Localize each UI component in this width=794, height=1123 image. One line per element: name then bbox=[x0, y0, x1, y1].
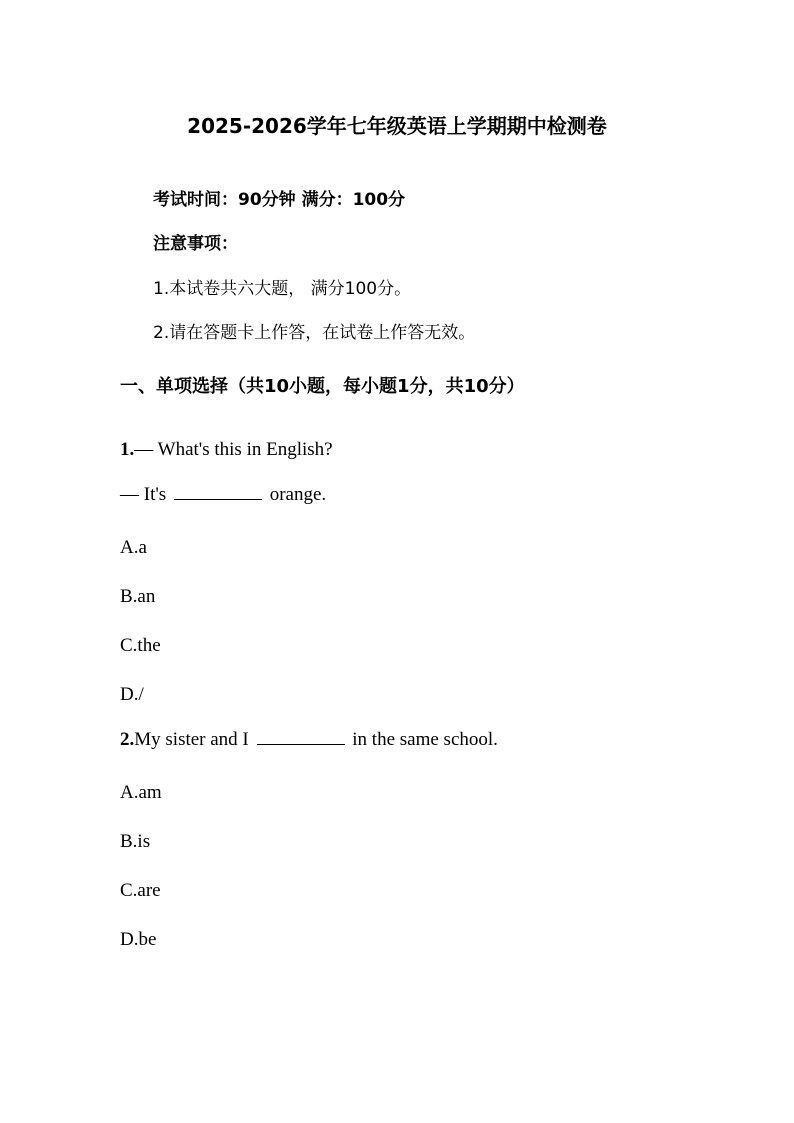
answer-line-text-after: orange. bbox=[264, 484, 327, 505]
question-1-stem bbox=[120, 437, 333, 463]
notes-heading: 注意事项： bbox=[153, 234, 238, 254]
question-2-option-b: B.is bbox=[120, 831, 151, 852]
question-2-option-d: D.be bbox=[120, 929, 157, 950]
question-1-option-b: B.an bbox=[120, 586, 156, 607]
note-item-1: 1.本试卷共六大题， 满分100分。 bbox=[153, 279, 412, 299]
answer-blank bbox=[257, 726, 345, 745]
exam-info: 考试时间：90分钟 满分：100分 bbox=[153, 190, 406, 210]
question-1-answer-line bbox=[120, 481, 326, 508]
question-2-option-c: C.are bbox=[120, 880, 161, 901]
exam-title: 2025-2026学年七年级英语上学期期中检测卷 bbox=[187, 114, 607, 138]
question-2-stem bbox=[120, 726, 498, 753]
question-1-option-d: D./ bbox=[120, 684, 144, 705]
question-text-before: My sister and I bbox=[134, 729, 254, 750]
question-1-option-a: A.a bbox=[120, 537, 147, 558]
question-2-option-a: A.am bbox=[120, 782, 162, 803]
question-number: 1. bbox=[120, 439, 135, 460]
section-heading-single-choice: 一、单项选择（共10小题，每小题1分，共10分） bbox=[120, 376, 525, 397]
question-1-option-c: C.the bbox=[120, 635, 161, 656]
answer-blank bbox=[174, 481, 262, 500]
question-number: 2. bbox=[120, 729, 135, 750]
question-text-after: in the same school. bbox=[347, 729, 498, 750]
question-text: — What's this in English? bbox=[134, 439, 333, 460]
answer-line-text-before: — It's bbox=[120, 484, 171, 505]
note-item-2: 2.请在答题卡上作答，在试卷上作答无效。 bbox=[153, 323, 476, 343]
